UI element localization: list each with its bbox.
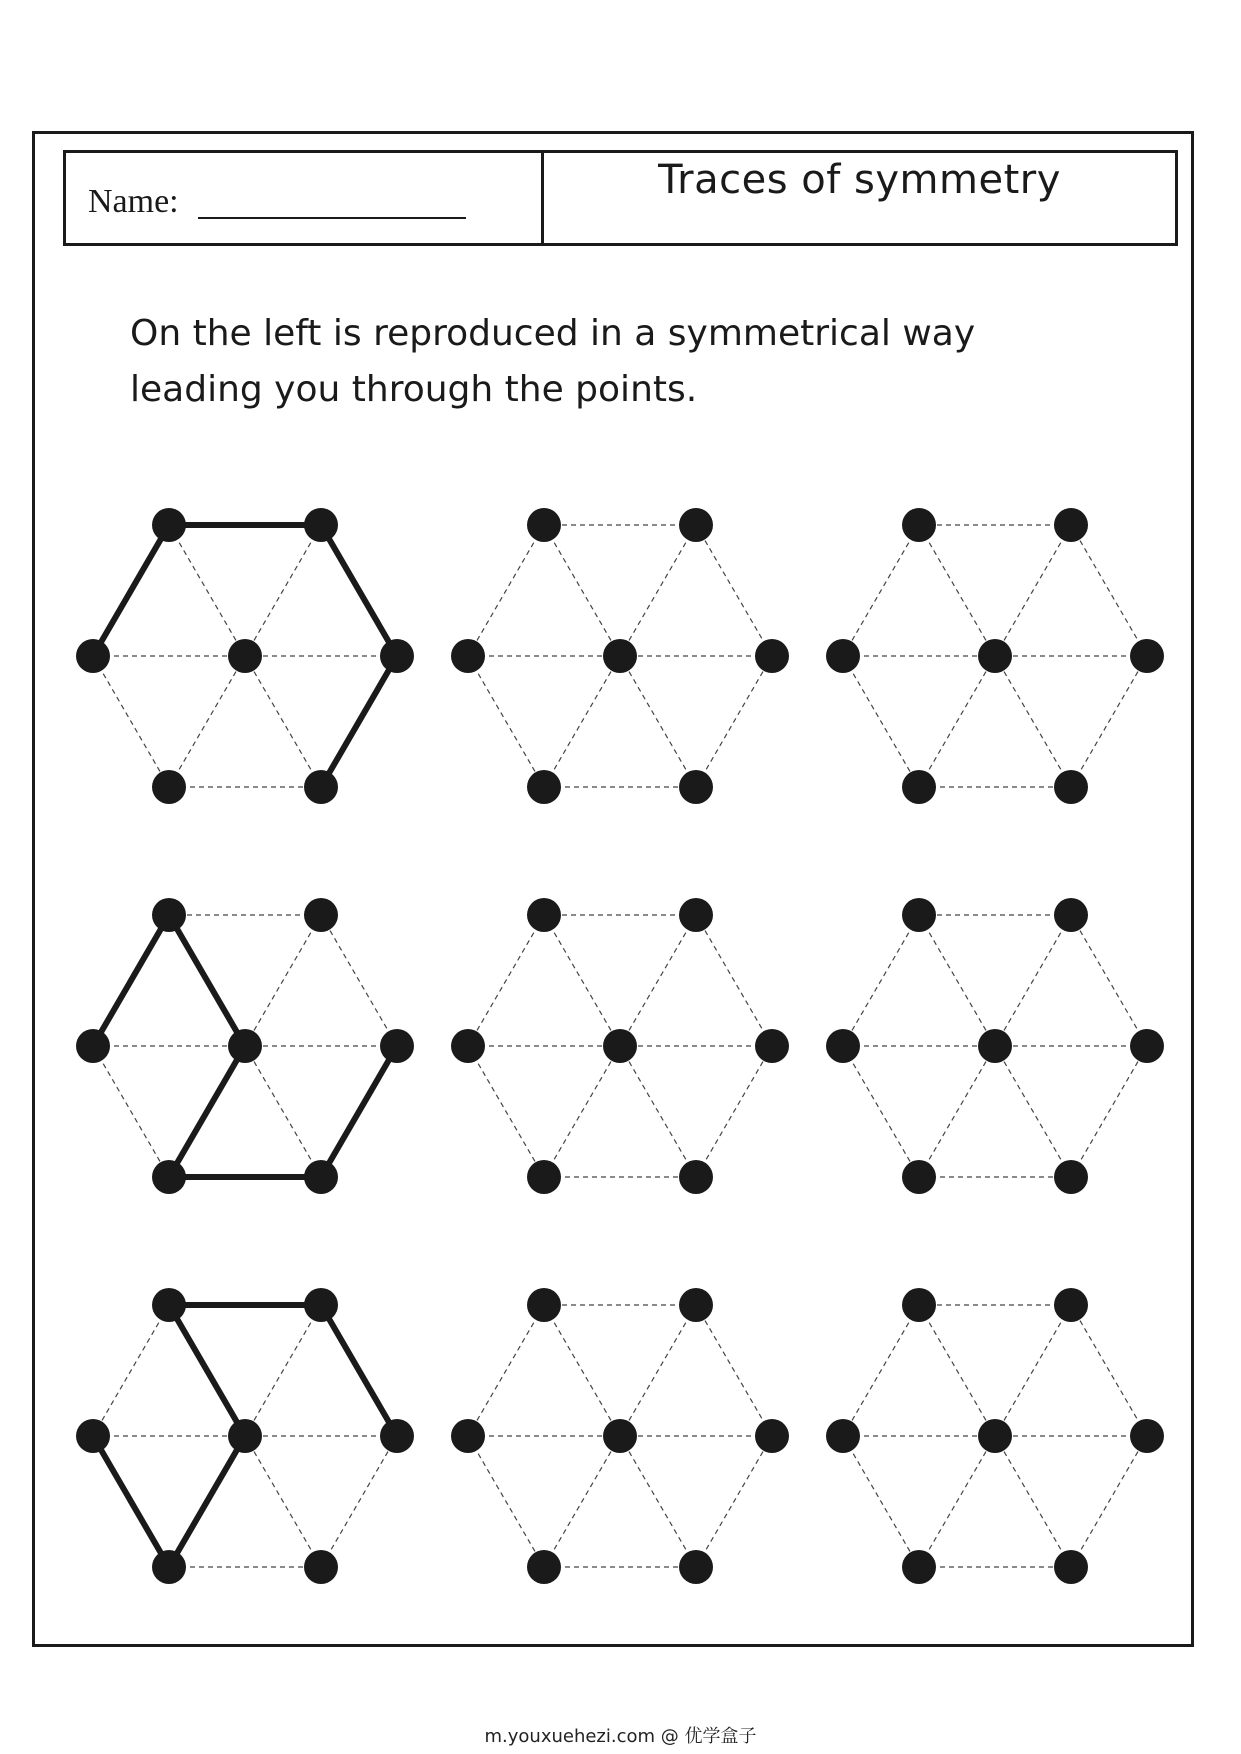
point-center: [228, 1029, 262, 1063]
point-center[interactable]: [603, 1029, 637, 1063]
point-top-right[interactable]: [679, 508, 713, 542]
point-center[interactable]: [978, 1029, 1012, 1063]
dashed-guide-line: [544, 1436, 620, 1567]
point-top-right: [304, 1288, 338, 1322]
point-left: [76, 639, 110, 673]
dashed-guide-line: [919, 1046, 995, 1177]
example-hexagon-1: [76, 508, 414, 804]
dashed-guide-line: [245, 656, 321, 787]
dashed-guide-line: [1071, 915, 1147, 1046]
dashed-guide-line: [468, 1436, 544, 1567]
dashed-guide-line: [321, 1436, 397, 1567]
dashed-guide-line: [245, 1305, 321, 1436]
point-left[interactable]: [451, 1419, 485, 1453]
point-bottom-left[interactable]: [902, 770, 936, 804]
dashed-guide-line: [843, 1046, 919, 1177]
point-center[interactable]: [603, 1419, 637, 1453]
practice-hexagon-3-1[interactable]: [451, 1288, 789, 1584]
dashed-guide-line: [995, 915, 1071, 1046]
point-right[interactable]: [755, 1029, 789, 1063]
dashed-guide-line: [696, 915, 772, 1046]
dashed-guide-line: [245, 1436, 321, 1567]
point-center: [228, 1419, 262, 1453]
point-top-right[interactable]: [1054, 898, 1088, 932]
dashed-guide-line: [544, 915, 620, 1046]
dashed-guide-line: [620, 656, 696, 787]
dashed-guide-line: [696, 656, 772, 787]
point-left: [76, 1029, 110, 1063]
dashed-guide-line: [995, 525, 1071, 656]
point-bottom-left: [152, 1550, 186, 1584]
dashed-guide-line: [245, 525, 321, 656]
instructions-line-1: On the left is reproduced in a symmetrical way: [130, 313, 976, 354]
practice-hexagon-2-2[interactable]: [826, 898, 1164, 1194]
instructions-line-2: leading you through the points.: [130, 369, 698, 410]
example-trace-line: [93, 915, 169, 1046]
dashed-guide-line: [995, 1305, 1071, 1436]
dashed-guide-line: [843, 915, 919, 1046]
point-bottom-left[interactable]: [902, 1550, 936, 1584]
dashed-guide-line: [1071, 1046, 1147, 1177]
point-top-right[interactable]: [1054, 508, 1088, 542]
point-right[interactable]: [1130, 1029, 1164, 1063]
point-left[interactable]: [826, 639, 860, 673]
dashed-guide-line: [843, 525, 919, 656]
point-top-right[interactable]: [679, 1288, 713, 1322]
point-bottom-left[interactable]: [527, 1160, 561, 1194]
example-trace-line: [321, 656, 397, 787]
dashed-guide-line: [544, 1046, 620, 1177]
dashed-guide-line: [468, 915, 544, 1046]
point-bottom-right[interactable]: [1054, 1160, 1088, 1194]
footer-watermark: m.youxuehezi.com @ 优学盒子: [484, 1726, 757, 1747]
point-bottom-right[interactable]: [679, 1550, 713, 1584]
point-top-left[interactable]: [902, 1288, 936, 1322]
dashed-guide-line: [843, 1436, 919, 1567]
point-top-left: [152, 508, 186, 542]
worksheet-title: Traces of symmetry: [658, 157, 1061, 203]
point-top-left[interactable]: [527, 1288, 561, 1322]
dashed-guide-line: [620, 525, 696, 656]
dashed-guide-line: [620, 1436, 696, 1567]
dashed-guide-line: [919, 1436, 995, 1567]
point-bottom-right[interactable]: [679, 770, 713, 804]
dashed-guide-line: [1071, 656, 1147, 787]
point-top-left: [152, 1288, 186, 1322]
point-right: [380, 1419, 414, 1453]
dashed-guide-line: [544, 525, 620, 656]
dashed-guide-line: [696, 1305, 772, 1436]
point-left[interactable]: [451, 1029, 485, 1063]
dashed-guide-line: [1071, 525, 1147, 656]
dashed-guide-line: [544, 656, 620, 787]
example-trace-line: [93, 1436, 169, 1567]
dashed-guide-line: [468, 525, 544, 656]
point-bottom-right[interactable]: [1054, 1550, 1088, 1584]
dashed-guide-line: [919, 1305, 995, 1436]
practice-hexagon-2-1[interactable]: [451, 898, 789, 1194]
dashed-guide-line: [620, 1046, 696, 1177]
point-right: [380, 639, 414, 673]
point-top-left[interactable]: [527, 508, 561, 542]
point-right[interactable]: [755, 1419, 789, 1453]
dashed-guide-line: [245, 915, 321, 1046]
point-top-left: [152, 898, 186, 932]
example-trace-line: [169, 1436, 245, 1567]
example-trace-line: [321, 1305, 397, 1436]
example-trace-line: [169, 1046, 245, 1177]
point-center[interactable]: [978, 639, 1012, 673]
dashed-guide-line: [321, 915, 397, 1046]
point-right[interactable]: [1130, 1419, 1164, 1453]
dashed-guide-line: [919, 656, 995, 787]
point-top-left[interactable]: [527, 898, 561, 932]
dashed-guide-line: [93, 656, 169, 787]
example-trace-line: [169, 1305, 245, 1436]
point-left[interactable]: [826, 1029, 860, 1063]
dashed-guide-line: [696, 1436, 772, 1567]
point-bottom-left[interactable]: [527, 770, 561, 804]
point-bottom-right[interactable]: [679, 1160, 713, 1194]
point-left[interactable]: [451, 639, 485, 673]
point-top-right[interactable]: [679, 898, 713, 932]
point-center[interactable]: [603, 639, 637, 673]
point-bottom-left[interactable]: [902, 1160, 936, 1194]
dashed-guide-line: [995, 1046, 1071, 1177]
example-hexagon-3: [76, 1288, 414, 1584]
dashed-guide-line: [696, 525, 772, 656]
example-trace-line: [93, 525, 169, 656]
example-trace-line: [321, 525, 397, 656]
practice-hexagon-1-2[interactable]: [826, 508, 1164, 804]
point-top-right: [304, 898, 338, 932]
point-bottom-right: [304, 1160, 338, 1194]
point-center: [228, 639, 262, 673]
point-center[interactable]: [978, 1419, 1012, 1453]
dashed-guide-line: [843, 656, 919, 787]
practice-hexagon-1-1[interactable]: [451, 508, 789, 804]
example-hexagon-2: [76, 898, 414, 1194]
dashed-guide-line: [169, 656, 245, 787]
point-bottom-left: [152, 1160, 186, 1194]
dashed-guide-line: [1071, 1305, 1147, 1436]
dashed-guide-line: [93, 1305, 169, 1436]
point-bottom-right: [304, 770, 338, 804]
point-left[interactable]: [826, 1419, 860, 1453]
point-bottom-left: [152, 770, 186, 804]
dashed-guide-line: [544, 1305, 620, 1436]
point-right[interactable]: [755, 639, 789, 673]
dashed-guide-line: [468, 656, 544, 787]
point-top-left[interactable]: [902, 508, 936, 542]
dashed-guide-line: [696, 1046, 772, 1177]
dashed-guide-line: [919, 525, 995, 656]
point-right: [380, 1029, 414, 1063]
point-top-left[interactable]: [902, 898, 936, 932]
example-trace-line: [169, 915, 245, 1046]
dashed-guide-line: [620, 915, 696, 1046]
dashed-guide-line: [245, 1046, 321, 1177]
point-top-right[interactable]: [1054, 1288, 1088, 1322]
point-bottom-right: [304, 1550, 338, 1584]
dashed-guide-line: [995, 656, 1071, 787]
point-left: [76, 1419, 110, 1453]
dashed-guide-line: [620, 1305, 696, 1436]
point-bottom-left[interactable]: [527, 1550, 561, 1584]
dashed-guide-line: [468, 1046, 544, 1177]
point-right[interactable]: [1130, 639, 1164, 673]
point-bottom-right[interactable]: [1054, 770, 1088, 804]
name-label: Name:: [88, 183, 179, 220]
practice-hexagon-3-2[interactable]: [826, 1288, 1164, 1584]
dashed-guide-line: [169, 525, 245, 656]
dashed-guide-line: [1071, 1436, 1147, 1567]
example-trace-line: [321, 1046, 397, 1177]
dashed-guide-line: [919, 915, 995, 1046]
dashed-guide-line: [995, 1436, 1071, 1567]
point-top-right: [304, 508, 338, 542]
dashed-guide-line: [843, 1305, 919, 1436]
dashed-guide-line: [93, 1046, 169, 1177]
dashed-guide-line: [468, 1305, 544, 1436]
